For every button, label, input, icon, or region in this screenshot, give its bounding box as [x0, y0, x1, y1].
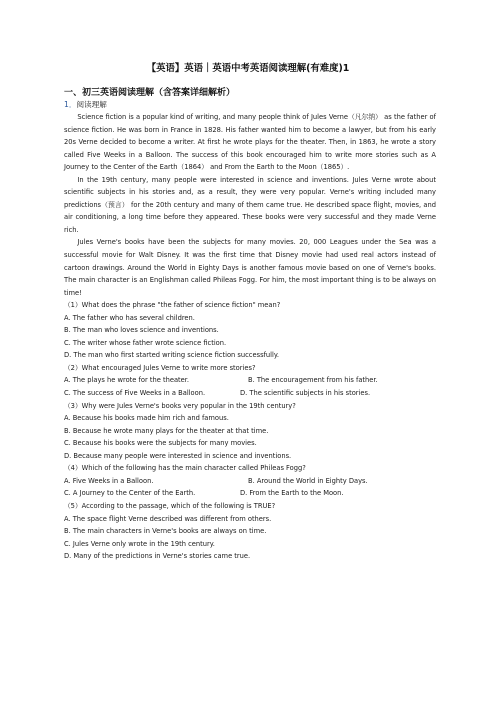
- question-5-option-a: A. The space flight Verne described was different from others.: [64, 514, 272, 523]
- passage-paragraph-3: Jules Verne's books have been the subjects for many movies. 20, 000 Leagues under the Sea was a successful movie for Walt Disney. It was the first time that Disney movie had used real actors instead of cartoon drawings. Around the World in Eighty Days is another famous movie based on one of Verne's books. The main character is an Englishman called Phileas Fogg. For him, the most important thing is to be always on time!: [64, 238, 436, 297]
- question-4-option-c: C. A Journey to the Center of the Earth.: [64, 489, 196, 498]
- section-heading: 一、初三英语阅读理解（含答案详细解析）: [64, 88, 236, 98]
- question-5-stem: （5）According to the passage, which of the following is TRUE?: [64, 501, 276, 510]
- question-1-option-b: B. The man who loves science and inventions.: [64, 326, 219, 335]
- question-1-stem: （1）What does the phrase "the father of science fiction" mean?: [64, 301, 281, 310]
- question-4-stem: （4）Which of the following has the main character called Phileas Fogg?: [64, 464, 306, 473]
- question-5-option-b: B. The main characters in Verne's books are always on time.: [64, 527, 267, 536]
- question-4-options-row-1: [64, 475, 436, 488]
- question-number: 1．: [64, 100, 77, 109]
- question-3-stem: （3）Why were Jules Verne's books very popular in the 19th century?: [64, 401, 296, 410]
- document-title: 【英语】英语｜英语中考英语阅读理解(有难度)1: [146, 63, 350, 74]
- question-5-option-c: C. Jules Verne only wrote in the 19th century.: [64, 539, 215, 548]
- question-2-option-a: A. The plays he wrote for the theater.: [64, 376, 190, 385]
- question-1-option-a: A. The father who has several children.: [64, 313, 195, 322]
- question-3-option-d: D. Because many people were interested in science and inventions.: [64, 451, 292, 460]
- question-2-options-row-2: [64, 387, 436, 400]
- question-3-option-c: C. Because his books were the subjects for many movies.: [64, 439, 257, 448]
- question-1-option-d: D. The man who first started writing science fiction successfully.: [64, 351, 279, 360]
- question-2-option-d: D. The scientific subjects in his stories.: [240, 389, 371, 398]
- question-heading: [64, 99, 107, 110]
- question-label: 阅读理解: [76, 100, 107, 109]
- question-2-stem: （2）What encouraged Jules Verne to write more stories?: [64, 363, 256, 372]
- question-4-options-row-2: [64, 487, 436, 500]
- question-4-option-a: A. Five Weeks in a Balloon.: [64, 476, 154, 485]
- reading-body: [64, 111, 436, 563]
- question-2-options-row-1: [64, 374, 436, 387]
- passage-paragraph-1: Science fiction is a popular kind of writing, and many people think of Jules Verne（凡尔纳） as the father of science fiction. He was born in France in 1828. His father wanted him to become a lawyer, but from his early 20s Verne decided to become a writer. At first he wrote plays for the theater. Then, in 1863, he wrote a story called Five Weeks in a Balloon. The success of this book encouraged him to write more stories such as A Journey to the Center of the Earth（1864） and From the Earth to the Moon（1865）.: [64, 113, 436, 172]
- question-2-option-b: B. The encouragement from his father.: [248, 376, 378, 385]
- question-3-option-a: A. Because his books made him rich and famous.: [64, 414, 229, 423]
- question-1-option-c: C. The writer whose father wrote science fiction.: [64, 338, 227, 347]
- question-3-option-b: B. Because he wrote many plays for the theater at that time.: [64, 426, 269, 435]
- question-5-option-d: D. Many of the predictions in Verne's stories came true.: [64, 552, 251, 561]
- question-2-option-c: C. The success of Five Weeks in a Balloon.: [64, 389, 206, 398]
- question-4-option-d: D. From the Earth to the Moon.: [240, 489, 344, 498]
- passage-paragraph-2: In the 19th century, many people were interested in science and inventions. Jules Verne wrote about scientific subjects in his stories and, as a result, they were very popular. Verne's writing included many predictions（预言） for the 20th century and many of them came true. He described space flight, movies, and air conditioning, a long time before they appeared. These books were very successful and they made Verne rich.: [64, 175, 436, 234]
- question-4-option-b: B. Around the World in Eighty Days.: [248, 476, 368, 485]
